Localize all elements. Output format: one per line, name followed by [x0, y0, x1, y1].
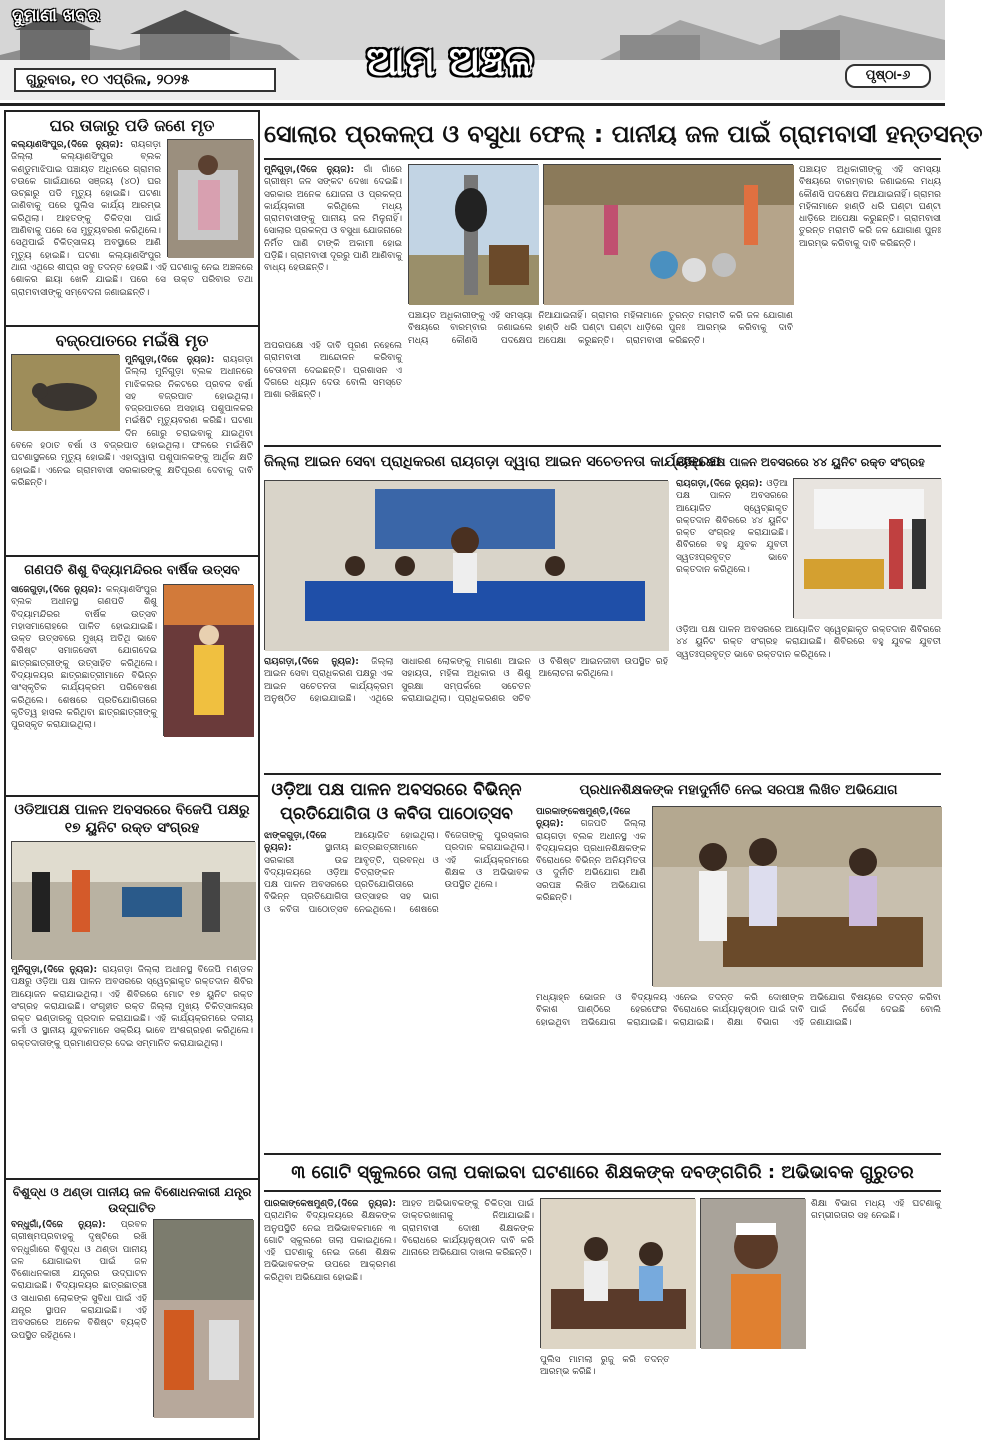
- villagers-water-photo: [543, 164, 793, 304]
- story-dateline: ପାରକାଙ୍କେଷମୁଣ୍ଡି,(ଦିଜେ ନ୍ୟୁଜ):: [264, 1199, 396, 1209]
- blood-camp-photo-icon: [12, 842, 256, 960]
- story-photo: [167, 139, 253, 257]
- story-body: ପ୍ରାଥମିକ ବିଦ୍ୟାଳୟରେ ଶିକ୍ଷକଙ୍କ ଅନୁପସ୍ଥିତି ନେଇ ଅଭିଭାବକମାନେ ୩ ଗୋଟି ସ୍କୁଲରେ ତାଲା ପକାଇଥିଲେ। ଏହି ଘଟଣାକୁ ନେଇ ଜଣେ ଶିକ୍ଷକ ଅଭିଭାବକଙ୍କ ଉପରେ ଆକ୍ରମଣ କରିଥିବା ଅଭିଯୋଗ ହୋଇଛି।: [264, 1211, 396, 1283]
- story-title: ବିଶୁଦ୍ଧ ଓ ଥଣ୍ଡା ପାନୀୟ ଜଳ ବିଶୋଧନକାରୀ ଯନ୍ତ୍ର ଉଦ୍‌ଘାଟିତ: [12, 1185, 252, 1215]
- story-body: ଗଜପତି ଜିଲ୍ଲା ରାୟଗଡ଼ା ବ୍ଲକ ଅଧୀନସ୍ଥ ଏକ ବିଦ୍ୟାଳୟର ପ୍ରଧାନଶିକ୍ଷକଙ୍କ ବିରୋଧରେ ବିଭିନ୍ନ ଅନିୟମିତତା ଓ ଦୁର୍ନୀତି ଅଭିଯୋଗ ଆଣି ସରପଞ୍ଚ ଲିଖିତ ଅଭିଯୋଗ କରିଛନ୍ତି।: [536, 819, 646, 904]
- competition-headline-1: ଓଡ଼ିଆ ପକ୍ଷ ପାଳନ ଅବସରରେ ବିଭିନ୍ନ: [271, 780, 522, 800]
- section-divider: [264, 445, 941, 447]
- issue-date: ଗୁରୁବାର, ୧୦ ଏପ୍ରିଲ, ୨୦୨୫: [14, 68, 276, 92]
- story-house-fall: [6, 112, 258, 327]
- legal-awareness-story: [264, 450, 721, 770]
- school-lock-story: [264, 1156, 941, 1440]
- story-lightning: [6, 327, 258, 557]
- masthead: [0, 0, 945, 100]
- story-photo: [11, 354, 119, 430]
- story-dateline: ରାୟଗଡ଼ା,(ଦିଜେ ନ୍ୟୁଜ):: [676, 479, 763, 489]
- solar-tank-photo: [408, 164, 538, 304]
- story-photo: [153, 1219, 253, 1417]
- left-column: [4, 110, 260, 1440]
- story-photo: [163, 584, 253, 736]
- blood-camp-photo: [793, 478, 941, 618]
- water-tank-photo-icon: [409, 165, 539, 305]
- complaint-photo: [652, 806, 941, 986]
- legal-event-photo: [264, 480, 668, 650]
- story-body: ସ୍ଥାନୀୟ ସରକାରୀ ଉଚ୍ଚ ବିଦ୍ୟାଳୟରେ ଓଡ଼ିଆ ପକ୍ଷ ପାଳନ ଅବସରରେ ବିଭିନ୍ନ ପ୍ରତିଯୋଗିତା ଓ କବିତା ପାଠୋତ୍ସବ ଆୟୋଜିତ ହୋଇଥିଲା। ଛାତ୍ରଛାତ୍ରୀମାନେ ଆବୃତ୍ତି, ପ୍ରବନ୍ଧ ଓ ଚିତ୍ରାଙ୍କନ ପ୍ରତିଯୋଗିତାରେ ଉତ୍ସାହର ସହ ଭାଗ ନେଇଥିଲେ। ଶେଷରେ ବିଜେତାଙ୍କୁ ପୁରସ୍କାର ପ୍ରଦାନ କରାଯାଇଥିଲା। ଏହି କାର୍ଯ୍ୟକ୍ରମରେ ଶିକ୍ଷକ ଓ ଅଭିଭାବକ ଉପସ୍ଥିତ ଥିଲେ।: [264, 831, 529, 915]
- blood-donation-44-story: [676, 450, 941, 770]
- story-dateline: ମୁନିଗୁଡ଼ା,(ଦିଜେ ନ୍ୟୁଜ):: [264, 165, 355, 175]
- injured-person-photo-icon: [701, 1199, 806, 1349]
- seminar-photo-icon: [265, 481, 669, 651]
- story-title: ଓଡିଆପକ୍ଷ ପାଳନ ଅବସରରେ ବିଜେପି ପକ୍ଷରୁ ୧୭ ୟୁନିଟ ରକ୍ତ ସଂଗ୍ରହ: [14, 802, 250, 836]
- story-body: ରାୟଗଡ଼ା ଜିଲ୍ଲା ଅଧୀନସ୍ଥ ବିଜେପି ମଣ୍ଡଳ ପକ୍ଷରୁ ଓଡ଼ିଆ ପକ୍ଷ ପାଳନ ଅବସରରେ ସ୍ୱେଚ୍ଛାକୃତ ରକ୍ତଦାନ ଶିବିର ଆୟୋଜନ କରାଯାଇଥିଲା। ଏହି ଶିବିରରେ ମୋଟ ୧୭ ୟୁନିଟ ରକ୍ତ ସଂଗ୍ରହ କରାଯାଇଛି। ସଂଗୃହୀତ ରକ୍ତ ଜିଲ୍ଲା ମୁଖ୍ୟ ଚିକିତ୍ସାଳୟର ରକ୍ତ ଭଣ୍ଡାରକୁ ପ୍ରଦାନ କରାଯାଇଛି। ଏହି କାର୍ଯ୍ୟକ୍ରମରେ ଦଳୀୟ କର୍ମୀ ଓ ସ୍ଥାନୀୟ ଯୁବକମାନେ ସକ୍ରିୟ ଭାବେ ଅଂଶଗ୍ରହଣ କରିଥିଲେ। ରକ୍ତଦାତାଙ୍କୁ ପ୍ରମାଣପତ୍ର ଦେଇ ସମ୍ମାନିତ କରାଯାଇଥିଲା।: [11, 965, 253, 1049]
- legal-headline: ଜିଲ୍ଲା ଆଇନ ସେବା ପ୍ରାଧିକରଣ ରାୟଗଡ଼ା ଦ୍ୱାରା ଆଇନ ସଚେତନତା କାର୍ଯ୍ୟକ୍ରମ: [264, 454, 721, 470]
- lead-story: [264, 110, 983, 445]
- story-dateline: କଲ୍ୟାଣସିଂପୁର,(ଦିଜେ ନ୍ୟୁଜ):: [11, 140, 124, 150]
- blood-body-lower: ଓଡ଼ିଆ ପକ୍ଷ ପାଳନ ଅବସରରେ ଆୟୋଜିତ ସ୍ୱେଚ୍ଛାକୃତ ରକ୍ତଦାନ ଶିବିରରେ ୪୪ ୟୁନିଟ ରକ୍ତ ସଂଗ୍ରହ କରାଯାଇଛି। ଶିବିରରେ ବହୁ ଯୁବକ ଯୁବତୀ ସ୍ୱତଃପ୍ରବୃତ୍ତ ଭାବେ ରକ୍ତଦାନ କରିଥିଲେ।: [676, 625, 941, 660]
- section-divider: [264, 1153, 941, 1155]
- lead-body-left-2: ଅପରପକ୍ଷେ ଏହି ଦାବି ପୂରଣ ନହେଲେ ଗ୍ରାମବାସୀ ଆନ୍ଦୋଳନ କରିବାକୁ ଚେତାବନୀ ଦେଇଛନ୍ତି। ପ୍ରଶାସନ ଏ ଦିଗରେ ଧ୍ୟାନ ଦେଉ ବୋଲି ସମସ୍ତେ ଆଶା ରଖିଛନ୍ତି।: [264, 341, 402, 401]
- competition-story: [264, 778, 529, 1153]
- story-body: ମଧ୍ୟାହ୍ନ ଭୋଜନ ଓ ବିଦ୍ୟାଳୟ ବିକାଶ ପାଣ୍ଠିରେ ହେରଫେର ହୋଇଥିବା ଅଭିଯୋଗ କରାଯାଇଛି। ଏନେଇ ତଦନ୍ତ କରି ଦୋଷୀଙ୍କ ବିରୋଧରେ କାର୍ଯ୍ୟାନୁଷ୍ଠାନ ପାଇଁ ଦାବି କରାଯାଇଛି।: [536, 993, 804, 1028]
- locks-body-3: ପୁଲିସ ମାମଲା ରୁଜୁ କରି ତଦନ୍ତ ଆରମ୍ଭ କରିଛି।: [540, 1355, 670, 1378]
- blood-donor-photo-icon: [794, 479, 942, 619]
- story-annual-function: [6, 557, 258, 797]
- competition-headline-2: ପ୍ରତିଯୋଗିତା ଓ କବିତା ପାଠୋତ୍ସବ: [280, 804, 513, 824]
- lead-body-right: ପଞ୍ଚାୟତ ଅଧିକାରୀଙ୍କୁ ଏହି ସମସ୍ୟା ବିଷୟରେ ବାରମ୍ବାର ଜଣାଇଲେ ମଧ୍ୟ କୌଣସି ପଦକ୍ଷେପ ନିଆଯାଇନାହିଁ। ଗ୍ରାମର ମହିଳାମାନେ ହାଣ୍ଡି ଧରି ଘଣ୍ଟା ଘଣ୍ଟା ଧାଡ଼ିରେ ଅପେକ୍ଷା କରୁଛନ୍ତି। ଗ୍ରାମବାସୀ ତୁରନ୍ତ ମରାମତି କରି ଜଳ ଯୋଗାଣ ପୁନଃ ଆରମ୍ଭ କରିବାକୁ ଦାବି କରିଛନ୍ତି।: [799, 165, 941, 249]
- story-bjp-blood-donation: [6, 797, 258, 1180]
- locks-body-4: ଶିକ୍ଷା ବିଭାଗ ମଧ୍ୟ ଏହି ଘଟଣାକୁ ଗମ୍ଭୀରତାର ସହ ନେଇଛି।: [811, 1199, 941, 1222]
- page-number: ପୃଷ୍ଠା-୬: [845, 64, 931, 88]
- story-body: ରାୟଗଡ଼ା ଜିଲ୍ଲା ମୁନିଗୁଡ଼ା ବ୍ଲକ ଅଧୀନରେ ମାଝିକଲର ନିକଟରେ ପ୍ରବଳ ବର୍ଷା ସହ ବଜ୍ରପାତ ହୋଇଥିଲା। ବଜ୍ରପାତରେ ଅସହାୟ ପଶୁପାଳକର ମଇଁଷିଟି ମୃତ୍ୟୁବରଣ କରିଛି। ଘଟଣା ଦିନ ଗୋରୁ ଚରାଇବାକୁ ଯାଇଥିବା ବେଳେ ହଠାତ ବର୍ଷା ଓ ବଜ୍ରପାତ ହୋଇଥିଲା। ଫଳରେ ମଇଁଷିଟି ଘଟଣାସ୍ଥଳରେ ମୃତ୍ୟୁ ହୋଇଛି। ଏହାଦ୍ୱାରା ପଶୁପାଳକଙ୍କୁ ଆର୍ଥିକ କ୍ଷତି ହୋଇଛି। ଏନେଇ ଗ୍ରାମବାସୀ ସରକାରଙ୍କୁ କ୍ଷତିପୂରଣ ଦେବାକୁ ଦାବି କରିଛନ୍ତି।: [11, 355, 253, 488]
- story-body: ରାୟଗଡ଼ା ଜିଲ୍ଲା କଲ୍ୟାଣସିଂପୁର ବ୍ଲକ କଣ୍ଡୁମାଝିପାଇ ପଞ୍ଚାୟତ ଅଧିନରେ ଗ୍ରାମର ଚଉକେ ଗାଇଁଯାରେ ସଞ୍ଜୟ (୪୦) ଘର ଉଚ୍ଛାରୁ ପଡି ମୃତ୍ୟୁ ହୋଇଛି। ଘଟଣା ଜାଣିବାକୁ ପରେ ପୁଲିସ କାର୍ଯ୍ୟ ଆରମ୍ଭ କରିଥିଲା। ଆହତଙ୍କୁ ଚିକିତ୍ସା ପାଇଁ ଆଣିବାକୁ ପରେ ସେ ମୁତ୍ୟୁବରଣ କରିଥିଲେ। ସେଥିପାଇଁ ଚିକିତ୍ସାଳୟ ଅବସ୍ଥାରେ ଆଣି ମୃତ୍ୟୁ ହୋଇଛି। ଘଟଣା କଲ୍ୟାଣସିଂପୁର ଥାନା ଏଥିରେ ଶୀଘ୍ର ସବୁ ତଦନ୍ତ ହେଉଛି। ଏହି ଘଟଣାକୁ ନେଇ ଅଞ୍ଚଳରେ ଶୋକର ଛାୟା ଖେଳି ଯାଇଛି। ପରେ ସେ ଉକ୍ତ ପରିବାର ତଥା ଗ୍ରାମବାସୀଙ୍କୁ ସମ୍ବେଦନା ଜଣାଇଛନ୍ତି।: [11, 140, 253, 298]
- school-office-photo-icon: [541, 1199, 696, 1349]
- buffalo-photo-icon: [12, 355, 120, 431]
- villagers-photo-icon: [544, 165, 794, 305]
- locks-body-2: ଆହତ ଅଭିଭାବକଙ୍କୁ ଚିକିତ୍ସା ପାଇଁ ଡାକ୍ତରଖାନାକୁ ନିଆଯାଇଛି। ଗ୍ରାମବାସୀ ଦୋଷୀ ଶିକ୍ଷକଙ୍କ ବିରୋଧରେ କାର୍ଯ୍ୟାନୁଷ୍ଠାନ ଦାବି କରି ଥାନାରେ ଅଭିଯୋଗ ଦାଖଲ କରିଛନ୍ତି।: [402, 1199, 534, 1259]
- story-photo: [11, 841, 255, 959]
- story-body: ଓଡ଼ିଆ ପକ୍ଷ ପାଳନ ଅବସରରେ ଆୟୋଜିତ ସ୍ୱେଚ୍ଛାକୃତ ରକ୍ତଦାନ ଶିବିରରେ ୪୪ ୟୁନିଟ ରକ୍ତ ସଂଗ୍ରହ କରାଯାଇଛି। ଶିବିରରେ ବହୁ ଯୁବକ ଯୁବତୀ ସ୍ୱତଃପ୍ରବୃତ୍ତ ଭାବେ ରକ୍ତଦାନ କରିଥିଲେ।: [676, 479, 788, 576]
- story-dateline: ବନ୍ଧୁଗାଁ,(ଦିଜେ ନ୍ୟୁଜ):: [11, 1220, 106, 1230]
- newspaper-name: ଦୁମାଣୀ ଖବର: [12, 6, 100, 26]
- function-photo-icon: [164, 585, 254, 737]
- story-body: ଜିଲ୍ଲା ଆଇନ ସେବା ପ୍ରାଧିକରଣ ପକ୍ଷରୁ ଏକ ଆଇନ ସଚେତନତା କାର୍ଯ୍ୟକ୍ରମ ଅନୁଷ୍ଠିତ ହୋଇଯାଇଛି। ଏଥିରେ ସାଧାରଣ ଲୋକଙ୍କୁ ମାଗଣା ଆଇନ ସହାୟତା, ମହିଳା ଅଧିକାର ଓ ଶିଶୁ ସୁରକ୍ଷା ସମ୍ପର୍କରେ ସଚେତନ କରାଯାଇଥିଲା। ପ୍ରାଧିକରଣର ସଚିବ ଓ ବିଶିଷ୍ଟ ଆଇନଜୀବୀ ଉପସ୍ଥିତ ରହି ଆଲୋଚନା କରିଥିଲେ।: [264, 657, 668, 704]
- story-title: ବଜ୍ରପାତରେ ମଇଁଷି ମୃତ: [55, 331, 209, 350]
- section-title: ଆମ ଅଞ୍ଚଳ: [366, 38, 534, 85]
- masthead-divider: [0, 103, 945, 106]
- sarpanch-complaint-story: [536, 778, 941, 1153]
- story-dateline: ସାଜେଗୁଡ଼ା,(ଦିଜେ ନ୍ୟୁଜ):: [11, 585, 102, 595]
- teacher-office-photo: [540, 1198, 695, 1348]
- story-title: ଘର ତାଜାରୁ ପଡି ଜଣେ ମୃତ: [49, 116, 215, 135]
- lead-body-center: ପଞ୍ଚାୟତ ଅଧିକାରୀଙ୍କୁ ଏହି ସମସ୍ୟା ବିଷୟରେ ବାରମ୍ବାର ଜଣାଇଲେ ମଧ୍ୟ କୌଣସି ପଦକ୍ଷେପ ନିଆଯାଇନାହିଁ। ଗ୍ରାମର ମହିଳାମାନେ ହାଣ୍ଡି ଧରି ଘଣ୍ଟା ଘଣ୍ଟା ଧାଡ଼ିରେ ଅପେକ୍ଷା କରୁଛନ୍ତି। ଗ୍ରାମବାସୀ ତୁରନ୍ତ ମରାମତି କରି ଜଳ ଯୋଗାଣ ପୁନଃ ଆରମ୍ଭ କରିବାକୁ ଦାବି କରିଛନ୍ତି।: [408, 311, 793, 346]
- office-photo-icon: [653, 807, 942, 987]
- patient-photo-icon: [168, 140, 254, 258]
- main-area: [264, 110, 983, 1440]
- injured-parent-photo: [700, 1198, 805, 1348]
- story-dateline: ପାରକାଙ୍କେଷମୁଣ୍ଡି,(ଦିଜେ ନ୍ୟୁଜ):: [536, 807, 631, 830]
- story-body: ପ୍ରବଳ ଗ୍ରୀଷ୍ମପ୍ରବାହକୁ ଦୃଷ୍ଟିରେ ରଖି ବନ୍ଧୁଗାଁରେ ବିଶୁଦ୍ଧ ଓ ଥଣ୍ଡା ପାନୀୟ ଜଳ ଯୋଗାଇବା ପାଇଁ ଜଳ ବିଶୋଧନକାରୀ ଯନ୍ତ୍ରର ଉଦ୍‌ଘାଟନ କରାଯାଇଛି। ବିଦ୍ୟାଳୟର ଛାତ୍ରଛାତ୍ରୀ ଓ ସାଧାରଣ ଲୋକଙ୍କ ସୁବିଧା ପାଇଁ ଏହି ଯନ୍ତ୍ର ସ୍ଥାପନ କରାଯାଇଛି। ଏହି ଅବସରରେ ଅନେକ ବିଶିଷ୍ଟ ବ୍ୟକ୍ତି ଉପସ୍ଥିତ ରହିଥିଲେ।: [11, 1220, 147, 1341]
- story-body: କଳ୍ୟାଣସିଂପୁର ବ୍ଲକ ଅଧୀନସ୍ଥ ଗଣପତି ଶିଶୁ ବିଦ୍ୟାମନ୍ଦିରର ବାର୍ଷିକ ଉତ୍ସବ ମହାସମାରୋହରେ ପାଳିତ ହୋଇଯାଇଛି। ଉକ୍ତ ଉତ୍ସବରେ ମୁଖ୍ୟ ଅତିଥି ଭାବେ ବିଶିଷ୍ଟ ସମାଜସେବୀ ଯୋଗଦେଇ ଛାତ୍ରଛାତ୍ରୀଙ୍କୁ ଉତ୍ସାହିତ କରିଥିଲେ। ବିଦ୍ୟାଳୟର ଛାତ୍ରଛାତ୍ରୀମାନେ ବିଭିନ୍ନ ସାଂସ୍କୃତିକ କାର୍ଯ୍ୟକ୍ରମ ପରିବେଷଣ କରିଥିଲେ। ଶେଷରେ ପ୍ରତିଯୋଗିତାରେ କୃତିତ୍ୱ ହାସଲ କରିଥିବା ଛାତ୍ରଛାତ୍ରୀଙ୍କୁ ପୁରସ୍କୃତ କରାଯାଇଥିଲା।: [11, 585, 157, 731]
- story-body: ଗାଁ ଗାଁରେ ଗ୍ରୀଷ୍ମ ଜଳ ସଙ୍କଟ ଦେଖା ଦେଇଛି। ସରକାର ଅନେକ ଯୋଜନା ଓ ପ୍ରକଳ୍ପ କାର୍ଯ୍ୟକାରୀ କରିଥିଲେ ମଧ୍ୟ ଗ୍ରାମବାସୀଙ୍କୁ ପାନୀୟ ଜଳ ମିଳୁନାହିଁ। ସୋଲାର ପ୍ରକଳ୍ପ ଓ ବସୁଧା ଯୋଜନାରେ ନିର୍ମିତ ପାଣି ଟାଙ୍କି ଅକାମୀ ହୋଇ ପଡ଼ିଛି। ଗ୍ରାମବାସୀ ଦୂରରୁ ପାଣି ଆଣିବାକୁ ବାଧ୍ୟ ହେଉଛନ୍ତି।: [264, 165, 402, 274]
- story-dateline: ରାୟଗଡ଼ା,(ଦିଜେ ନ୍ୟୁଜ):: [264, 657, 359, 667]
- story-dateline: ଝାଙ୍କଗୁଡ଼ା,(ଦିଜେ ନ୍ୟୁଜ):: [264, 831, 327, 854]
- story-dateline: ମୁନିଗୁଡ଼ା,(ଦିଜେ ନ୍ୟୁଜ):: [11, 965, 98, 975]
- story-dateline: ମୁନିଗୁଡ଼ା,(ଦିଜେ ନ୍ୟୁଜ):: [125, 355, 215, 365]
- story-title: ଗଣପତି ଶିଶୁ ବିଦ୍ୟାମନ୍ଦିରର ବାର୍ଷିକ ଉତ୍ସବ: [24, 563, 240, 578]
- locks-headline: ୩ ଗୋଟି ସ୍କୁଲରେ ତାଲା ପକାଇବା ଘଟଣାରେ ଶିକ୍ଷକଙ୍କ ଦବଙ୍ଗଗିରି : ଅଭିଭାବକ ଗୁରୁତର: [264, 1156, 941, 1192]
- section-divider: [264, 773, 941, 775]
- story-body: ଶିକ୍ଷା ବିଭାଗ ଏହି ଅଭିଯୋଗ ବିଷୟରେ ତଦନ୍ତ କରିବା ପାଇଁ ନିର୍ଦ୍ଦେଶ ଦେଇଛି ବୋଲି ଜଣାଯାଇଛି।: [726, 993, 941, 1028]
- story-water-purifier: [6, 1180, 258, 1442]
- purifier-photo-icon: [154, 1220, 254, 1418]
- blood-headline: ଓଡିଆ ପକ୍ଷ ପାଳନ ଅବସରରେ ୪୪ ୟୁନିଟ ରକ୍ତ ସଂଗ୍ରହ: [676, 455, 925, 469]
- sarpanch-headline: ପ୍ରଧାନଶିକ୍ଷକଙ୍କ ମହାଦୁର୍ନୀତି ନେଇ ସରପଞ୍ଚ ଲିଖିତ ଅଭିଯୋଗ: [579, 782, 898, 798]
- lead-headline: ସୋଲାର ପ୍ରକଳ୍ପ ଓ ବସୁଧା ଫେଲ୍ : ପାନୀୟ ଜଳ ପାଇଁ ଗ୍ରାମବାସୀ ହନ୍ତସନ୍ତ: [264, 110, 941, 160]
